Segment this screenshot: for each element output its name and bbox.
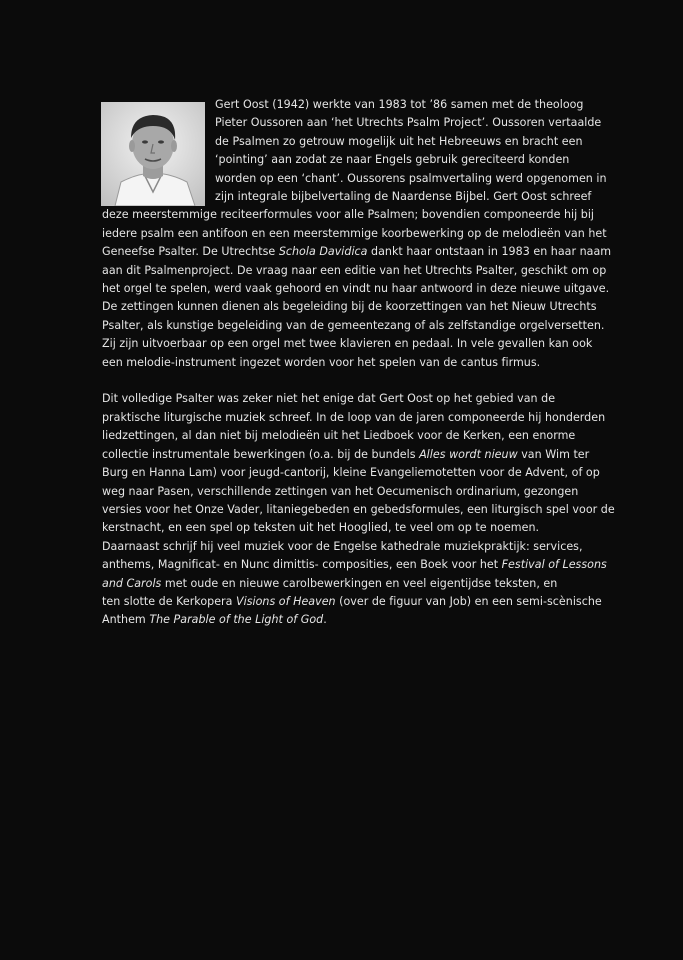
text-segment: Dit volledige Psalter was zeker niet het enige dat Gert Oost op het gebied van de (102, 392, 556, 406)
italic-title: Visions of Heaven (235, 594, 336, 608)
bio-line (102, 280, 610, 298)
text-segment: kerstnacht, en een spel op teksten uit het Hooglied, te veel om op te noemen. (102, 521, 540, 535)
italic-title: and Carols (102, 576, 162, 590)
bio-line (102, 262, 607, 280)
text-segment: Daarnaast schrijf hij veel muziek voor de Engelse kathedrale muziekpraktijk: services, (102, 539, 583, 553)
text-segment: De zettingen kunnen dienen als begeleiding bij de koorzettingen van het Nieuw Utrechts (102, 300, 597, 314)
text-segment: Geneefse Psalter. De Utrechtse (102, 245, 279, 259)
text-segment: iedere psalm een antifoon en een meerstemmige koorbewerking op de melodieën van het (102, 226, 607, 240)
italic-title: The Parable of the Light of God (149, 613, 324, 627)
text-segment: versies voor het Onze Vader, litaniegebeden en gebedsformules, een liturgisch spel voor de (102, 502, 615, 516)
text-segment: ‘pointing’ aan zodat ze naar Engels gebruik gereciteerd konden (215, 153, 570, 167)
bio-line (102, 243, 612, 261)
italic-title: Festival of Lessons (501, 558, 607, 572)
bio-line (102, 96, 592, 114)
works-line (102, 611, 592, 629)
text-segment: praktische liturgische muziek schreef. In de loop van de jaren componeerde hij honderden (102, 410, 606, 424)
paragraph-gap (102, 372, 592, 390)
biography-paragraph (102, 96, 612, 372)
text-segment: deze meerstemmige reciteerformules voor alle Psalmen; bovendien componeerde hij bij (102, 208, 595, 222)
text-segment: ten slotte de Kerkopera (102, 594, 236, 608)
text-segment: de Psalmen zo getrouw mogelijk uit het Hebreeuws en bracht een (215, 134, 583, 148)
works-paragraph (102, 390, 615, 629)
text-segment: met oude en nieuwe carolbewerkingen en veel eigentijdse teksten, en (161, 576, 558, 590)
bio-line (102, 151, 592, 169)
works-line (102, 409, 606, 427)
bio-line (102, 206, 595, 224)
bio-line (102, 225, 607, 243)
works-line (102, 464, 600, 482)
bio-line (102, 188, 592, 206)
italic-title: Schola Davidica (278, 245, 368, 259)
text-segment: zijn integrale bijbelvertaling de Naardense Bijbel. Gert Oost schreef (215, 190, 592, 204)
text-segment: Gert Oost (1942) werkte van 1983 tot ’86 samen met de theoloog (215, 98, 584, 111)
text-segment: Anthem (102, 613, 150, 627)
bio-line (102, 354, 592, 372)
text-segment: worden op een ‘chant’. Oussorens psalmvertaling werd opgenomen in (215, 171, 607, 185)
works-line (102, 575, 592, 593)
bio-line (102, 335, 592, 353)
bio-line (102, 133, 592, 151)
works-line (102, 556, 607, 574)
cover-text (102, 96, 615, 630)
works-line (102, 483, 592, 501)
italic-title: Alles wordt nieuw (419, 447, 518, 461)
text-segment: het orgel te spelen, werd vaak gehoord en vindt nu haar antwoord in deze nieuwe uitgave. (102, 282, 610, 296)
works-line (102, 427, 592, 445)
text-segment: weg naar Pasen, verschillende zettingen van het Oecumenisch ordinarium, gezongen (102, 484, 579, 498)
bio-line (102, 298, 597, 316)
text-segment: liedzettingen, al dan niet bij melodieën uit het Liedboek voor de Kerken, een enorme (102, 429, 576, 443)
text-segment: aan dit Psalmenproject. De vraag naar een editie van het Utrechts Psalter, geschikt om op (102, 263, 607, 277)
text-segment: (over de figuur van Job) en een semi-scènische (335, 594, 602, 608)
works-line (102, 390, 592, 408)
bio-line (102, 114, 602, 132)
text-segment: een melodie-instrument ingezet worden voor het spelen van de cantus firmus. (102, 355, 541, 369)
works-line (102, 446, 592, 464)
bio-line (102, 170, 607, 188)
text-segment: Psalter, als kunstige begeleiding van de gemeentezang of als zelfstandige orgelversetten. (102, 318, 605, 332)
text-segment: Pieter Oussoren aan ‘het Utrechts Psalm Project’. Oussoren vertaalde (215, 116, 602, 130)
text-segment: collectie instrumentale bewerkingen (o.a. bij de bundels (102, 447, 420, 461)
text-segment: van Wim ter (517, 447, 590, 461)
works-line (102, 538, 592, 556)
text-segment: anthems, Magnificat- en Nunc dimittis- composities, een Boek voor het (102, 558, 502, 572)
text-segment: Burg en Hanna Lam) voor jeugd-cantorij, kleine Evangeliemotetten voor de Advent, of op (102, 466, 600, 480)
text-segment: dankt haar ontstaan in 1983 en haar naam (367, 245, 612, 259)
bio-line (102, 317, 605, 335)
text-segment: . (323, 613, 327, 627)
works-line (102, 519, 592, 537)
works-line (102, 593, 602, 611)
text-segment: Zij zijn uitvoerbaar op een orgel met twee klavieren en pedaal. In vele gevallen kan ook (102, 337, 593, 351)
works-line (102, 501, 615, 519)
